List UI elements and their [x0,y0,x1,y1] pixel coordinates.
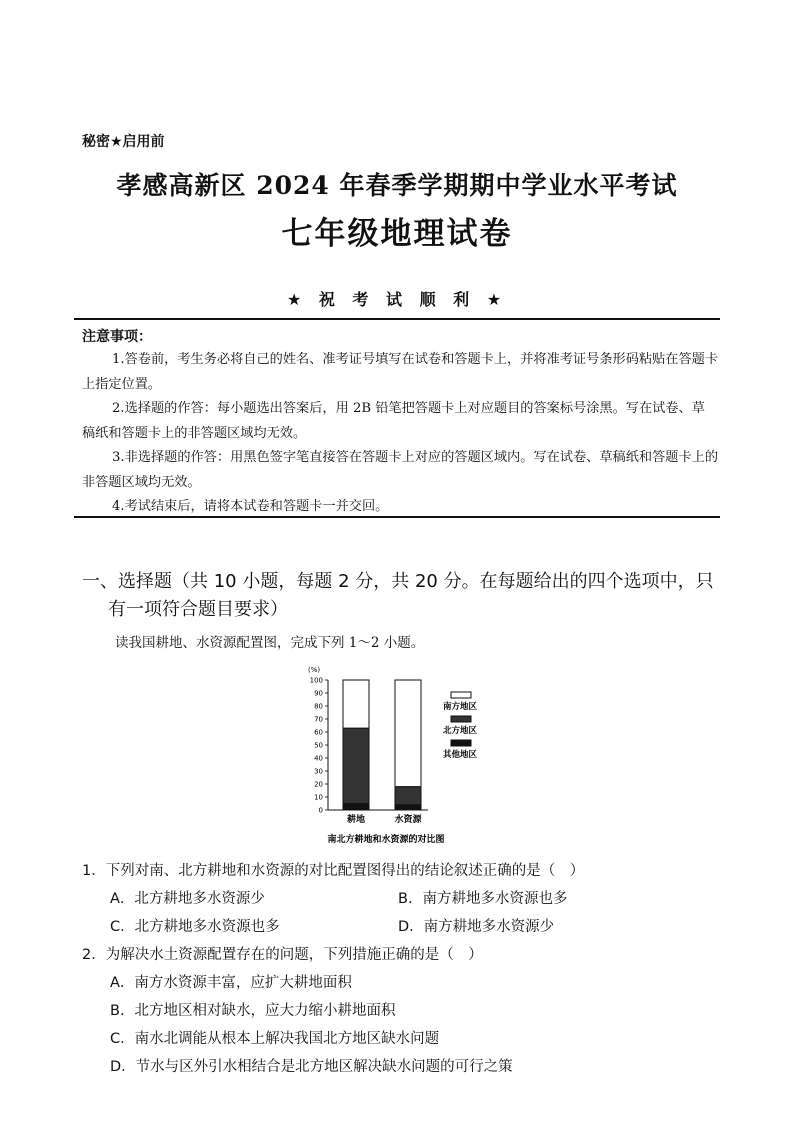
question-2-option-a[interactable]: A．南方水资源丰富，应扩大耕地面积 [110,975,352,991]
bar-segment [343,804,369,811]
question-1-option-a[interactable]: A．北方耕地多水资源少 [110,891,265,907]
y-tick-label: 80 [314,702,323,711]
question-2-stem: 2．为解决水土资源配置存在的问题，下列措施正确的是（ ） [82,947,483,963]
bar-segment [395,680,421,787]
bar-segment [395,787,421,805]
notice-top-rule [74,318,720,320]
exam-subtitle: 七年级地理试卷 [281,216,513,252]
y-tick-label: 50 [314,741,323,750]
chart-title: 南北方耕地和水资源的对比图 [327,835,445,845]
section-title [82,568,722,624]
question-2-option-b[interactable]: B．北方地区相对缺水，应大力缩小耕地面积 [110,1003,396,1019]
question-1-option-c[interactable]: C．北方耕地多水资源也多 [110,919,280,935]
notice-body [82,348,718,520]
y-tick-label: 20 [314,780,323,789]
notice-item: 4.考试结束后，请将本试卷和答题卡一并交回。 [112,499,389,514]
legend-swatch [451,716,471,722]
farmland-water-chart [300,660,500,846]
y-tick-label: 10 [314,793,323,802]
question-1-option-b[interactable]: B．南方耕地多水资源也多 [398,891,568,907]
bar-segment [395,805,421,810]
question-1-option-d[interactable]: D．南方耕地多水资源少 [398,919,555,935]
bar-segment [343,728,369,803]
y-tick-label: 30 [314,767,323,776]
section-title-line2: 有一项符合题目要求） [108,599,288,620]
question-lead: 读我国耕地、水资源配置图，完成下列 1～2 小题。 [115,635,425,651]
legend-label: 其他地区 [443,750,478,760]
notice-heading: 注意事项： [82,329,152,345]
notice-item: 1.答卷前，考生务必将自己的姓名、准考证号填写在试卷和答题卡上，并将准考证号条形码粘贴在答题卡上指定位置。 [82,352,719,392]
y-tick-label: 90 [314,689,323,698]
question-1-stem: 1．下列对南、北方耕地和水资源的对比配置图得出的结论叙述正确的是（ ） [82,863,585,879]
x-tick-label: 水资源 [394,815,422,825]
x-tick-label: 耕地 [346,815,366,825]
y-axis-unit: (%) [308,666,321,674]
legend-swatch [451,740,471,746]
y-tick-label: 40 [314,754,323,763]
y-tick-label: 60 [314,728,323,737]
notice-item: 3.非选择题的作答：用黑色签字笔直接答在答题卡上对应的答题区域内。写在试卷、草稿纸和答题卡上的非答题区域均无效。 [82,450,719,490]
notice-item: 2.选择题的作答：每小题选出答案后，用 2B 铅笔把答题卡上对应题目的答案标号涂黑。写在试卷、草稿纸和答题卡上的非答题区域均无效。 [82,401,705,441]
y-tick-label: 100 [309,676,323,685]
y-tick-label: 0 [318,806,323,815]
notice-bottom-rule [74,516,720,518]
section-title-line1: 一、选择题（共 10 小题，每题 2 分，共 20 分。在每题给出的四个选项中，只 [82,571,714,592]
legend-label: 北方地区 [443,726,478,736]
good-luck-banner: ★ 祝 考 试 顺 利 ★ [286,290,508,309]
exam-title: 孝感高新区 2024 年春季学期期中学业水平考试 [116,171,678,200]
secret-label: 秘密★启用前 [82,134,165,150]
bar-segment [343,680,369,728]
question-2-option-d[interactable]: D．节水与区外引水相结合是北方地区解决缺水问题的可行之策 [110,1059,513,1075]
legend-swatch [451,692,471,698]
legend-label: 南方地区 [443,702,478,712]
y-tick-label: 70 [314,715,323,724]
question-2-option-c[interactable]: C．南水北调能从根本上解决我国北方地区缺水问题 [110,1031,440,1047]
